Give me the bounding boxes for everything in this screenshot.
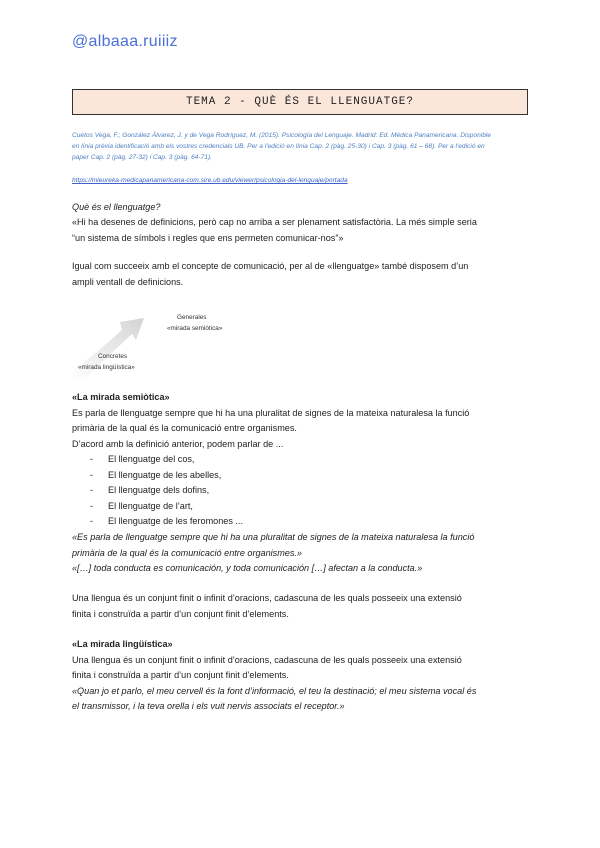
quote-line: el transmissor, i la teva orella i els vuit nervis associats el receptor.» <box>72 701 345 711</box>
list-item-text: El llenguatge dels dofins, <box>108 485 210 496</box>
diagram-label-upper: Generales <box>177 314 207 321</box>
list-item-text: El llenguatge de les feromones ... <box>108 516 243 527</box>
semiotic-section <box>72 390 532 452</box>
intro-paragraph <box>72 259 532 290</box>
citation-line: paper Cap. 2 (pàg. 27-32) i Cap. 3 (pàg. 64-71). <box>72 154 213 161</box>
citation <box>72 130 528 163</box>
quote-line: «Es parla de llenguatge sempre que hi ha una pluralitat de signes de la mateixa naturalesa la funció <box>72 532 475 542</box>
linguistic-section <box>72 637 532 715</box>
list-dash: - <box>90 469 94 480</box>
list-item <box>72 452 532 468</box>
section-heading: «La mirada semiòtica» <box>72 392 170 402</box>
list-item-text: El llenguatge de l’art, <box>108 500 193 511</box>
citation-line: en línia prèvia identificació amb els vostres credencials UB. Per a l'edició en línia Cap. 2 (pàg. 25-30) i Cap. 3 (pàg. 61 – 68). Per a l'edició en <box>72 143 485 150</box>
semiotic-quote <box>72 530 532 577</box>
paragraph-line: finita i construïda a partir d’un conjunt finit d’elements. <box>72 608 289 619</box>
diagram-label-upper-sub: «mirada semiòtica» <box>167 325 223 332</box>
definitions-diagram <box>72 308 272 380</box>
paragraph-line: Una llengua és un conjunt finit o infinit d’oracions, cadascuna de les quals posseeix una extensió <box>72 593 462 603</box>
paragraph-line: D’acord amb la definició anterior, podem parlar de ... <box>72 438 284 449</box>
paragraph-line: Igual com succeeix amb el concepte de comunicació, per al de «llenguatge» també disposem d’un <box>72 261 469 271</box>
page-title: TEMA 2 - QUÈ ÉS EL LLENGUATGE? <box>72 89 528 115</box>
paragraph-line: finita i construïda a partir d’un conjunt finit d’elements. <box>72 670 289 680</box>
language-paragraph <box>72 591 532 622</box>
reference-link[interactable]: https://mieureka-medicapanamericana-com.sire.ub.edu/viewer/psicologia-del-lenguaje/portada <box>72 177 348 184</box>
paragraph-line: Es parla de llenguatge sempre que hi ha una pluralitat de signes de la mateixa naturalesa la funció <box>72 407 470 418</box>
definition-quote <box>72 215 532 246</box>
paragraph-line: primària de la qual és la comunicació entre organismes. <box>72 423 297 433</box>
list-item-text: El llenguatge del cos, <box>108 454 195 464</box>
diagram-label-lower: Concretes <box>98 353 128 360</box>
list-item <box>72 483 532 499</box>
section-question: Què és el llenguatge? <box>72 202 161 212</box>
list-dash: - <box>90 500 94 511</box>
paragraph-line: ampli ventall de definicions. <box>72 276 184 287</box>
list-item <box>72 499 532 515</box>
list-item <box>72 514 532 530</box>
paragraph-line: Una llengua és un conjunt finit o infinit d’oracions, cadascuna de les quals posseeix una extensió <box>72 654 462 665</box>
quote-line: primària de la qual és la comunicació entre organismes.» <box>72 547 302 558</box>
list-dash: - <box>90 454 94 464</box>
list-item-text: El llenguatge de les abelles, <box>108 469 222 480</box>
diagram-label-lower-sub: «mirada lingüística» <box>78 364 135 371</box>
quote-line: «[…] toda conducta es comunicación, y toda comunicación […] afectan a la conducta.» <box>72 563 423 573</box>
list-dash: - <box>90 485 94 496</box>
list-item <box>72 468 532 484</box>
quote-line: “un sistema de símbols i regles que ens permeten comunicar-nos”» <box>72 232 344 243</box>
examples-list <box>72 452 532 530</box>
section-heading: «La mirada lingüística» <box>72 639 173 649</box>
list-dash: - <box>90 516 94 527</box>
citation-line: Cuetos Vega, F.; González Álvarez, J. y de Vega Rodríguez, M. (2015). Psicología del Lenguaje. Madrid: Ed. Médica Panamericana. Disponible <box>72 132 492 139</box>
quote-line: «Quan jo et parlo, el meu cervell és la font d’informació, el teu la destinació; el meu sistema vocal és <box>72 685 477 696</box>
quote-line: «Hi ha desenes de definicions, però cap no arriba a ser plenament satisfactòria. La més simple seria <box>72 217 477 227</box>
author-handle: @albaaa.ruiiiz <box>72 33 178 50</box>
